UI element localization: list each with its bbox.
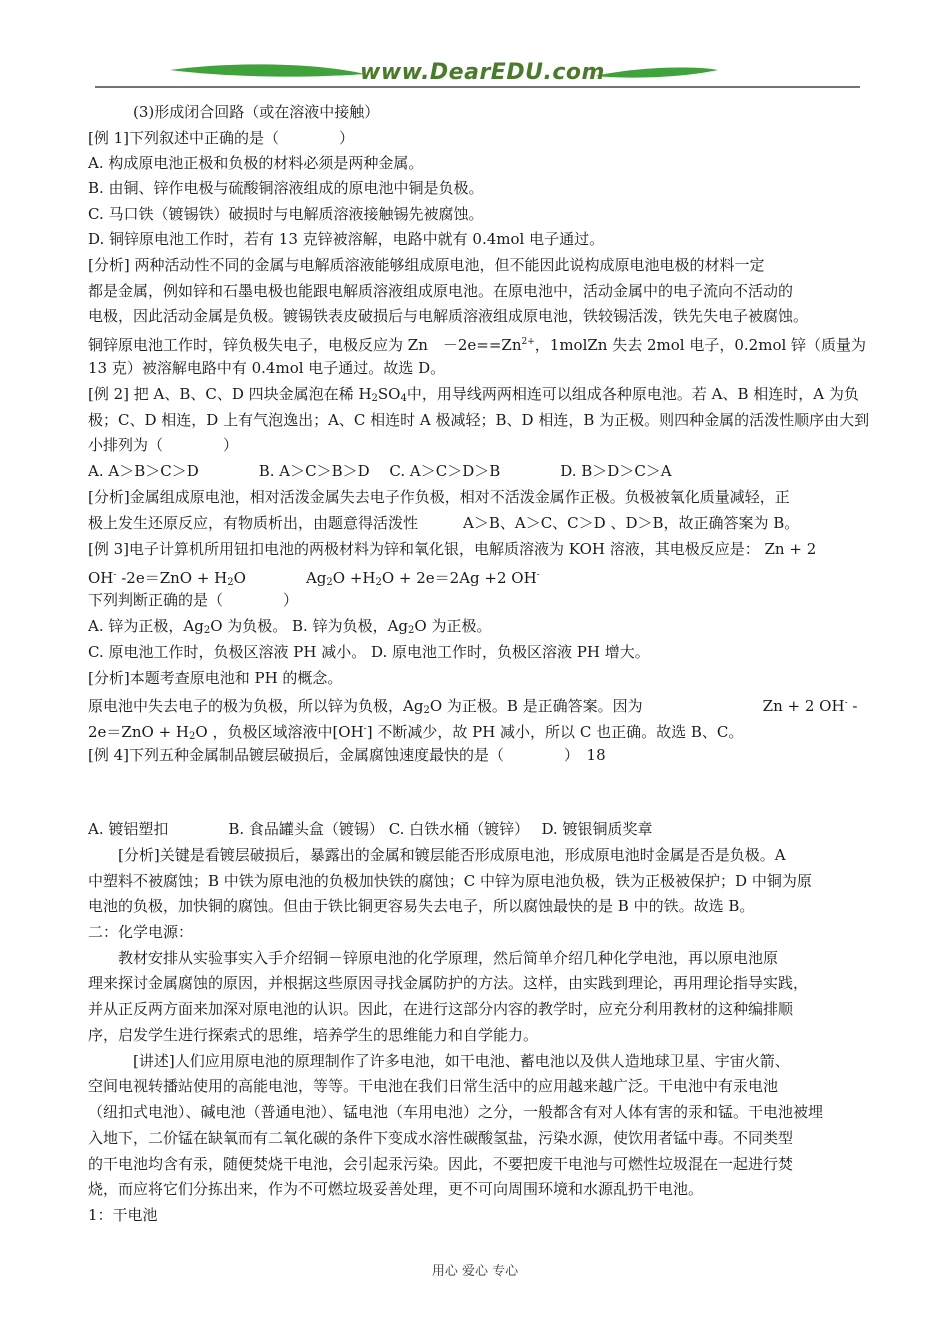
subscript: 2 bbox=[371, 393, 378, 404]
text-line: 电池的负极，加快铜的腐蚀。但由于铁比铜更容易失去电子，所以腐蚀最快的是 B 中的铁。故选 B。 bbox=[88, 897, 755, 915]
superscript: - bbox=[363, 724, 367, 734]
site-logo-text: www.DearEDU.com bbox=[360, 60, 605, 85]
text-line: 入地下，二价锰在缺氧而有二氧化碳的条件下变成水溶性碳酸氢盐，污染水源，使饮用者锰中毒。不同类型 bbox=[88, 1129, 794, 1147]
text-segment: 铜锌原电池工作时，锌负极失电子，电极反应为 Zn －2e==Zn bbox=[88, 336, 522, 354]
text-line: 的干电池均含有汞，随便焚烧干电池，会引起汞污染。因此，不要把废干电池与可燃性垃圾混在一起进行焚 bbox=[88, 1155, 794, 1173]
text-line: 教材安排从实验事实入手介绍铜－锌原电池的化学原理，然后简单介绍几种化学电池，再以原电池原 bbox=[88, 949, 779, 967]
text-segment: 原电池中失去电子的极为负极，所以锌为负极，Ag bbox=[88, 697, 424, 715]
text-line: D. 铜锌原电池工作时，若有 13 克锌被溶解，电路中就有 0.4mol 电子通过。 bbox=[88, 230, 605, 248]
text-segment: O 为正极。B 是正确答案。因为 Zn + 2 OH bbox=[429, 697, 845, 715]
text-line bbox=[88, 563, 864, 587]
subscript: 2 bbox=[375, 577, 382, 588]
superscript: - bbox=[844, 698, 848, 708]
header-swoosh-graphic bbox=[0, 0, 950, 100]
text-line: A. A＞B＞C＞D B. A＞C＞B＞D C. A＞C＞D＞B D. B＞D＞C＞A bbox=[88, 462, 672, 480]
text-line: [分析]本题考查原电池和 PH 的概念。 bbox=[88, 669, 343, 687]
text-segment: O +H bbox=[332, 569, 376, 587]
text-line: [讲述]人们应用原电池的原理制作了许多电池，如干电池、蓄电池以及供人造地球卫星、宇宙火箭、 bbox=[88, 1052, 790, 1070]
text-line: 1：干电池 bbox=[88, 1206, 158, 1224]
text-segment: A. 锌为正极，Ag bbox=[88, 617, 204, 635]
text-line: 下列判断正确的是（ ） bbox=[88, 591, 299, 609]
text-line: 都是金属，例如锌和石墨电极也能跟电解质溶液组成原电池。在原电池中，活动金属中的电子流向不活动的 bbox=[88, 282, 794, 300]
page-footer: 用心 爱心 专心 bbox=[431, 1264, 519, 1279]
text-segment: 中，用导线两两相连可以组成各种原电池。若 A、B 相连时，A 为负 bbox=[406, 385, 859, 403]
text-segment: ，1molZn 失去 2mol 电子，0.2mol 锌（质量为 bbox=[534, 336, 867, 354]
text-line: C. 原电池工作时，负极区溶液 PH 减小。 D. 原电池工作时，负极区溶液 PH 增大。 bbox=[88, 643, 650, 661]
text-line: 小排列为（ ） bbox=[88, 436, 239, 454]
text-line: 二：化学电源： bbox=[88, 923, 194, 941]
subscript: 4 bbox=[400, 393, 407, 404]
text-line: 极上发生还原反应，有物质析出，由题意得活泼性 A＞B、A＞C、C＞D 、D＞B，故正确答案为 B。 bbox=[88, 514, 800, 532]
text-line: 中塑料不被腐蚀；B 中铁为原电池的负极加快铁的腐蚀；C 中锌为原电池负极，铁为正极被保护；D 中铜为原 bbox=[88, 872, 812, 890]
subscript: 2 bbox=[326, 577, 333, 588]
subscript: 2 bbox=[423, 705, 430, 716]
subscript: 2 bbox=[189, 731, 196, 742]
text-segment: OH bbox=[88, 569, 114, 587]
text-line: [例 3]电子计算机所用钮扣电池的两极材料为锌和氧化银，电解质溶液为 KOH 溶液，其电极反应是： Zn + 2 bbox=[88, 540, 817, 558]
text-segment: O 为正极。 bbox=[414, 617, 492, 635]
subscript: 2 bbox=[227, 577, 234, 588]
text-line: A. 镀铝塑扣 B. 食品罐头盒（镀锡） C. 白铁水桶（镀锌） D. 镀银铜质奖章 bbox=[88, 820, 653, 838]
text-line: 序，启发学生进行探索式的思维，培养学生的思维能力和自学能力。 bbox=[88, 1026, 539, 1044]
text-line bbox=[88, 382, 864, 406]
text-segment: O 为负极。 B. 锌为负极，Ag bbox=[210, 617, 409, 635]
subscript: 2 bbox=[408, 625, 415, 636]
text-line: 理来探讨金属腐蚀的原因，并根据这些原因寻找金属防护的方法。这样，由实践到理论，再用理论指导实践， bbox=[88, 974, 809, 992]
text-segment: 2e＝ZnO + H bbox=[88, 723, 189, 741]
superscript: - bbox=[113, 570, 117, 580]
text-segment: ] 不断减少，故 PH 减小，所以 C 也正确。故选 B、C。 bbox=[366, 723, 744, 741]
text-line: 烧，而应将它们分拣出来，作为不可燃垃圾妥善处理，更不可向周围环境和水源乱扔干电池。 bbox=[88, 1180, 704, 1198]
text-line: [例 4]下列五种金属制品镀层破损后，金属腐蚀速度最快的是（ ） 18 bbox=[88, 746, 606, 764]
text-line: （纽扣式电池）、碱电池（普通电池）、锰电池（车用电池）之分，一般都含有对人体有害的汞和锰。干电池被埋 bbox=[88, 1103, 824, 1121]
left-swoosh bbox=[170, 64, 365, 76]
page-header bbox=[0, 0, 950, 100]
text-line: B. 由铜、锌作电极与硫酸铜溶液组成的原电池中铜是负极。 bbox=[88, 179, 484, 197]
superscript: - bbox=[536, 570, 540, 580]
text-segment: -2e＝ZnO + H bbox=[116, 569, 228, 587]
text-line: C. 马口铁（镀锡铁）破损时与电解质溶液接触锡先被腐蚀。 bbox=[88, 205, 484, 223]
superscript: 2+ bbox=[521, 337, 535, 347]
text-line: [例 1]下列叙述中正确的是（ ） bbox=[88, 129, 355, 147]
text-line: (3)形成闭合回路（或在溶液中接触） bbox=[88, 103, 380, 121]
text-line: [分析] 两种活动性不同的金属与电解质溶液能够组成原电池，但不能因此说构成原电池电极的材料一定 bbox=[88, 256, 765, 274]
text-line bbox=[88, 717, 864, 741]
subscript: 2 bbox=[203, 625, 211, 636]
text-line: 空间电视转播站使用的高能电池，等等。干电池在我们日常生活中的应用越来越广泛。干电池中有汞电池 bbox=[88, 1077, 779, 1095]
text-segment: O Ag bbox=[233, 569, 327, 587]
text-segment: - bbox=[847, 697, 858, 715]
text-segment: SO bbox=[377, 385, 401, 403]
text-line bbox=[88, 330, 867, 354]
text-line bbox=[88, 691, 864, 715]
text-line: 电极，因此活动金属是负极。镀锡铁表皮破损后与电解质溶液组成原电池，铁较锡活泼，铁先失电子被腐蚀。 bbox=[88, 307, 809, 325]
text-line: 13 克）被溶解电路中有 0.4mol 电子通过。故选 D。 bbox=[88, 359, 446, 377]
text-line: [分析]金属组成原电池，相对活泼金属失去电子作负极，相对不活泼金属作正极。负极被氧化质量减轻，正 bbox=[88, 488, 790, 506]
text-segment: [例 2] 把 A、B、C、D 四块金属泡在稀 H bbox=[88, 385, 372, 403]
text-line: 极；C、D 相连，D 上有气泡逸出；A、C 相连时 A 极减轻；B、D 相连，B 为正极。则四种金属的活泼性顺序由大到 bbox=[88, 411, 870, 429]
text-segment: O + 2e＝2Ag +2 OH bbox=[381, 569, 537, 587]
text-segment: O ，负极区域溶液中[OH bbox=[195, 723, 364, 741]
right-swoosh bbox=[595, 68, 718, 78]
text-line bbox=[88, 614, 864, 638]
text-line: 并从正反两方面来加深对原电池的认识。因此，在进行这部分内容的教学时，应充分利用教材的这种编排顺 bbox=[88, 1000, 794, 1018]
text-line: A. 构成原电池正极和负极的材料必须是两种金属。 bbox=[88, 154, 424, 172]
text-line: [分析]关键是看镀层破损后，暴露出的金属和镀层能否形成原电池，形成原电池时金属是否是负极。A bbox=[88, 846, 786, 864]
